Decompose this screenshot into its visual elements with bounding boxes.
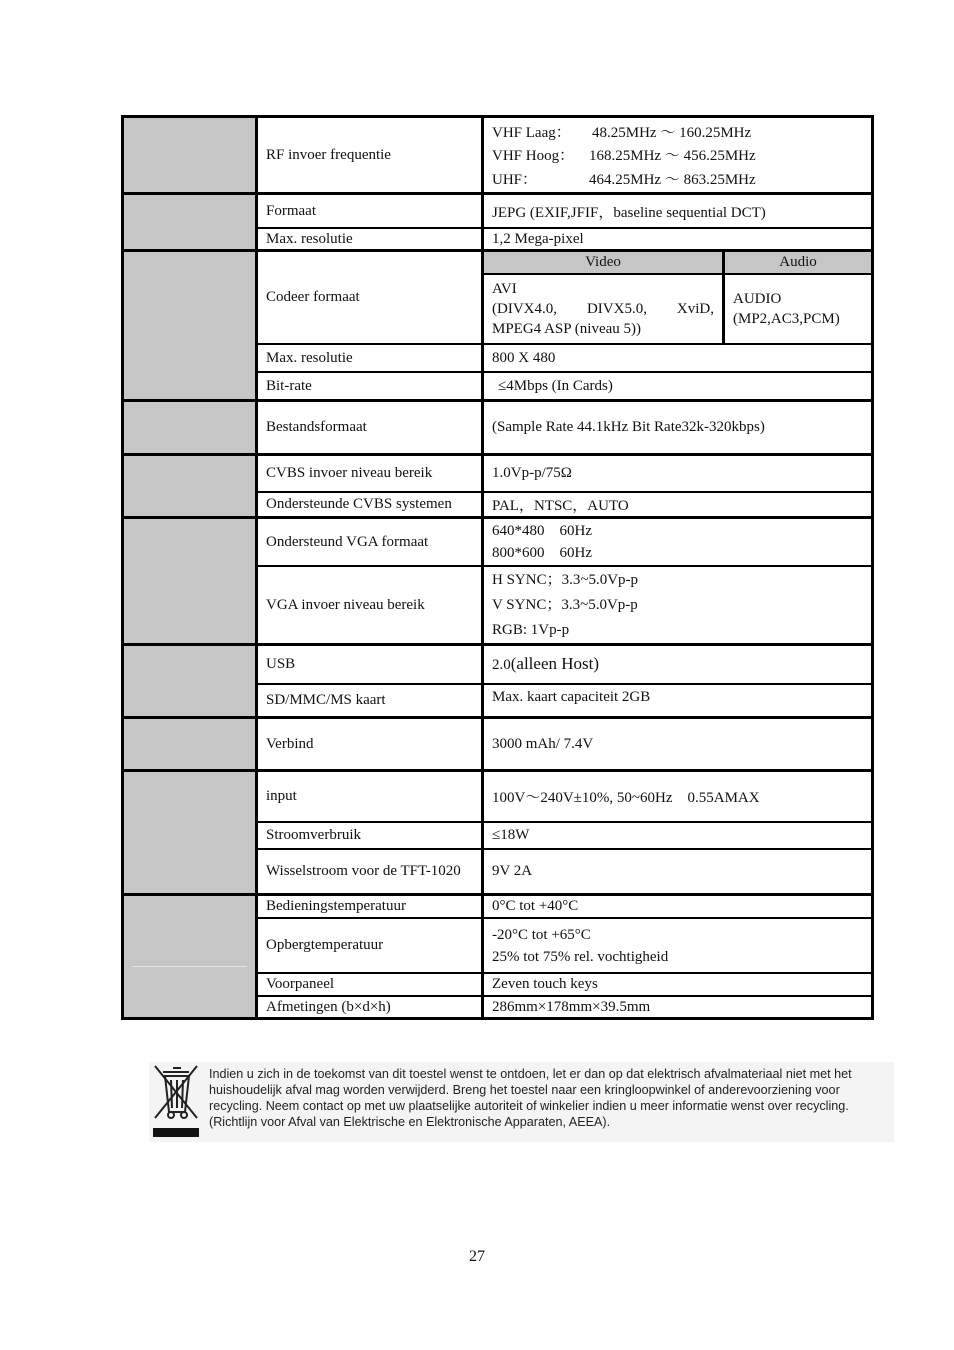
optemp-value: 0°C tot +40°C [492,898,579,914]
table-row [258,995,871,1017]
input-label: input [258,772,484,821]
table-row [258,491,871,516]
video-header: Video [484,252,725,273]
bitrate-value: ≤4Mbps (In Cards) [498,377,613,394]
storage-label: Opbergtemperatuur [258,919,484,972]
category-cell [124,195,258,249]
group-vga [124,516,871,643]
category-cell [124,719,258,769]
category-cell [124,456,258,516]
page-number: 27 [469,1248,485,1265]
category-cell [124,646,258,716]
crossed-out-wheelie-bin-icon [149,1062,205,1142]
cvbs-level-label: CVBS invoer niveau bereik [258,456,484,491]
battery-value: 3000 mAh/ 7.4V [492,735,594,752]
table-row [258,118,871,192]
adapter-value: 9V 2A [492,863,533,879]
weee-text: Indien u zich in de toekomst van dit toestel wenst te ontdoen, let er dan op dat elektrisch afvalmateriaal niet met het huishoudelijk afval mag worden verwijderd. Breng het toestel naar een kringloopwinkel of anderevoorziening voor recycling. Neem contact op met uw plaatselijke autoriteit of winkelier indien u meer informatie wenst over recycling. (Richtlijn voor Afval van Elektrische en Elektronische Apparaten, AEEA). [209,1067,852,1129]
vga-format-value: 640*480 60Hz 800*600 60Hz [492,523,592,561]
table-row [258,227,871,249]
table-row [258,896,871,917]
table-row [258,821,871,848]
card-value: Max. kaart capaciteit 2GB [492,689,651,705]
group-cvbs [124,453,871,516]
optemp-label: Bedieningstemperatuur [258,896,484,917]
rf-label: RF invoer frequentie [258,118,484,192]
consumption-value: ≤18W [492,827,530,843]
category-cell [124,252,258,399]
photo-res-label: Max. resolutie [258,229,484,249]
usb-value: 2.0(alleen Host) [492,654,600,673]
dims-label: Afmetingen (b×d×h) [258,997,484,1017]
table-row [258,772,871,821]
photo-format-value: JEPG (EXIF,JFIF，baseline sequential DCT) [492,204,766,221]
group-movie [124,249,871,399]
music-format-value: (Sample Rate 44.1kHz Bit Rate32k-320kbps) [492,419,765,435]
cvbs-systems-value: PAL，NTSC，AUTO [492,498,629,514]
vga-level-label: VGA invoer niveau bereik [258,567,484,643]
consumption-label: Stroomverbruik [258,823,484,848]
category-cell [124,402,258,453]
spec-table [121,115,874,1020]
table-row [258,719,871,769]
group-battery [124,716,871,769]
input-value: 100V～240V±10%, 50~60Hz 0.55AMAX [492,790,760,806]
dims-value: 286mm×178mm×39.5mm [492,998,651,1015]
table-row [258,371,871,399]
table-row [258,683,871,716]
table-row [258,343,871,371]
music-format-label: Bestandsformaat [258,402,484,453]
audio-formats: AUDIO (MP2,AC3,PCM) [733,291,840,327]
table-row [258,456,871,491]
table-row [258,972,871,995]
movie-res-value: 800 X 480 [492,349,556,366]
table-row [258,565,871,643]
photo-res-value: 1,2 Mega-pixel [492,230,584,247]
category-cell [124,519,258,643]
category-cell [124,772,258,893]
battery-label: Verbind [258,719,484,769]
usb-label: USB [258,646,484,683]
cvbs-systems-label: Ondersteunde CVBS systemen [258,493,484,516]
codec-label: Codeer formaat [258,252,484,343]
group-general [124,893,871,1017]
audio-header: Audio [725,252,871,273]
category-cell [124,118,258,192]
group-power [124,769,871,893]
table-row [258,519,871,565]
group-photo [124,192,871,249]
table-row [258,848,871,893]
table-row [258,646,871,683]
panel-label: Voorpaneel [258,974,484,995]
group-rf [124,118,871,192]
rf-value: VHF Laag： 48.25MHz ～ 160.25MHz VHF Hoog： 168.25MHz ～ 456.25MHz UHF： 464.25MHz ～ 863.25MHz [492,124,756,188]
card-label: SD/MMC/MS kaart [258,685,484,716]
table-row [258,252,871,343]
group-music [124,399,871,453]
weee-notice [149,1062,894,1142]
table-row [258,402,871,453]
movie-res-label: Max. resolutie [258,345,484,371]
category-cell [124,896,258,1017]
cvbs-level-value: 1.0Vp-p/75Ω [492,465,572,481]
video-formats: AVI (DIVX4.0, DIVX5.0, XviD, MPEG4 ASP (niveau 5)) [484,275,725,343]
vga-format-label: Ondersteund VGA formaat [258,519,484,565]
panel-value: Zeven touch keys [492,976,598,992]
table-row [258,195,871,227]
adapter-label: Wisselstroom voor de TFT-1020 [258,850,484,893]
codec-subtable [484,252,871,343]
storage-value: -20°C tot +65°C 25% tot 75% rel. vochtigheid [492,926,669,965]
group-ports [124,643,871,716]
photo-format-label: Formaat [258,195,484,227]
bitrate-label: Bit-rate [258,373,484,399]
table-row [258,917,871,972]
vga-level-value: H SYNC；3.3~5.0Vp-p V SYNC；3.3~5.0Vp-p RGB: 1Vp-p [492,571,639,638]
